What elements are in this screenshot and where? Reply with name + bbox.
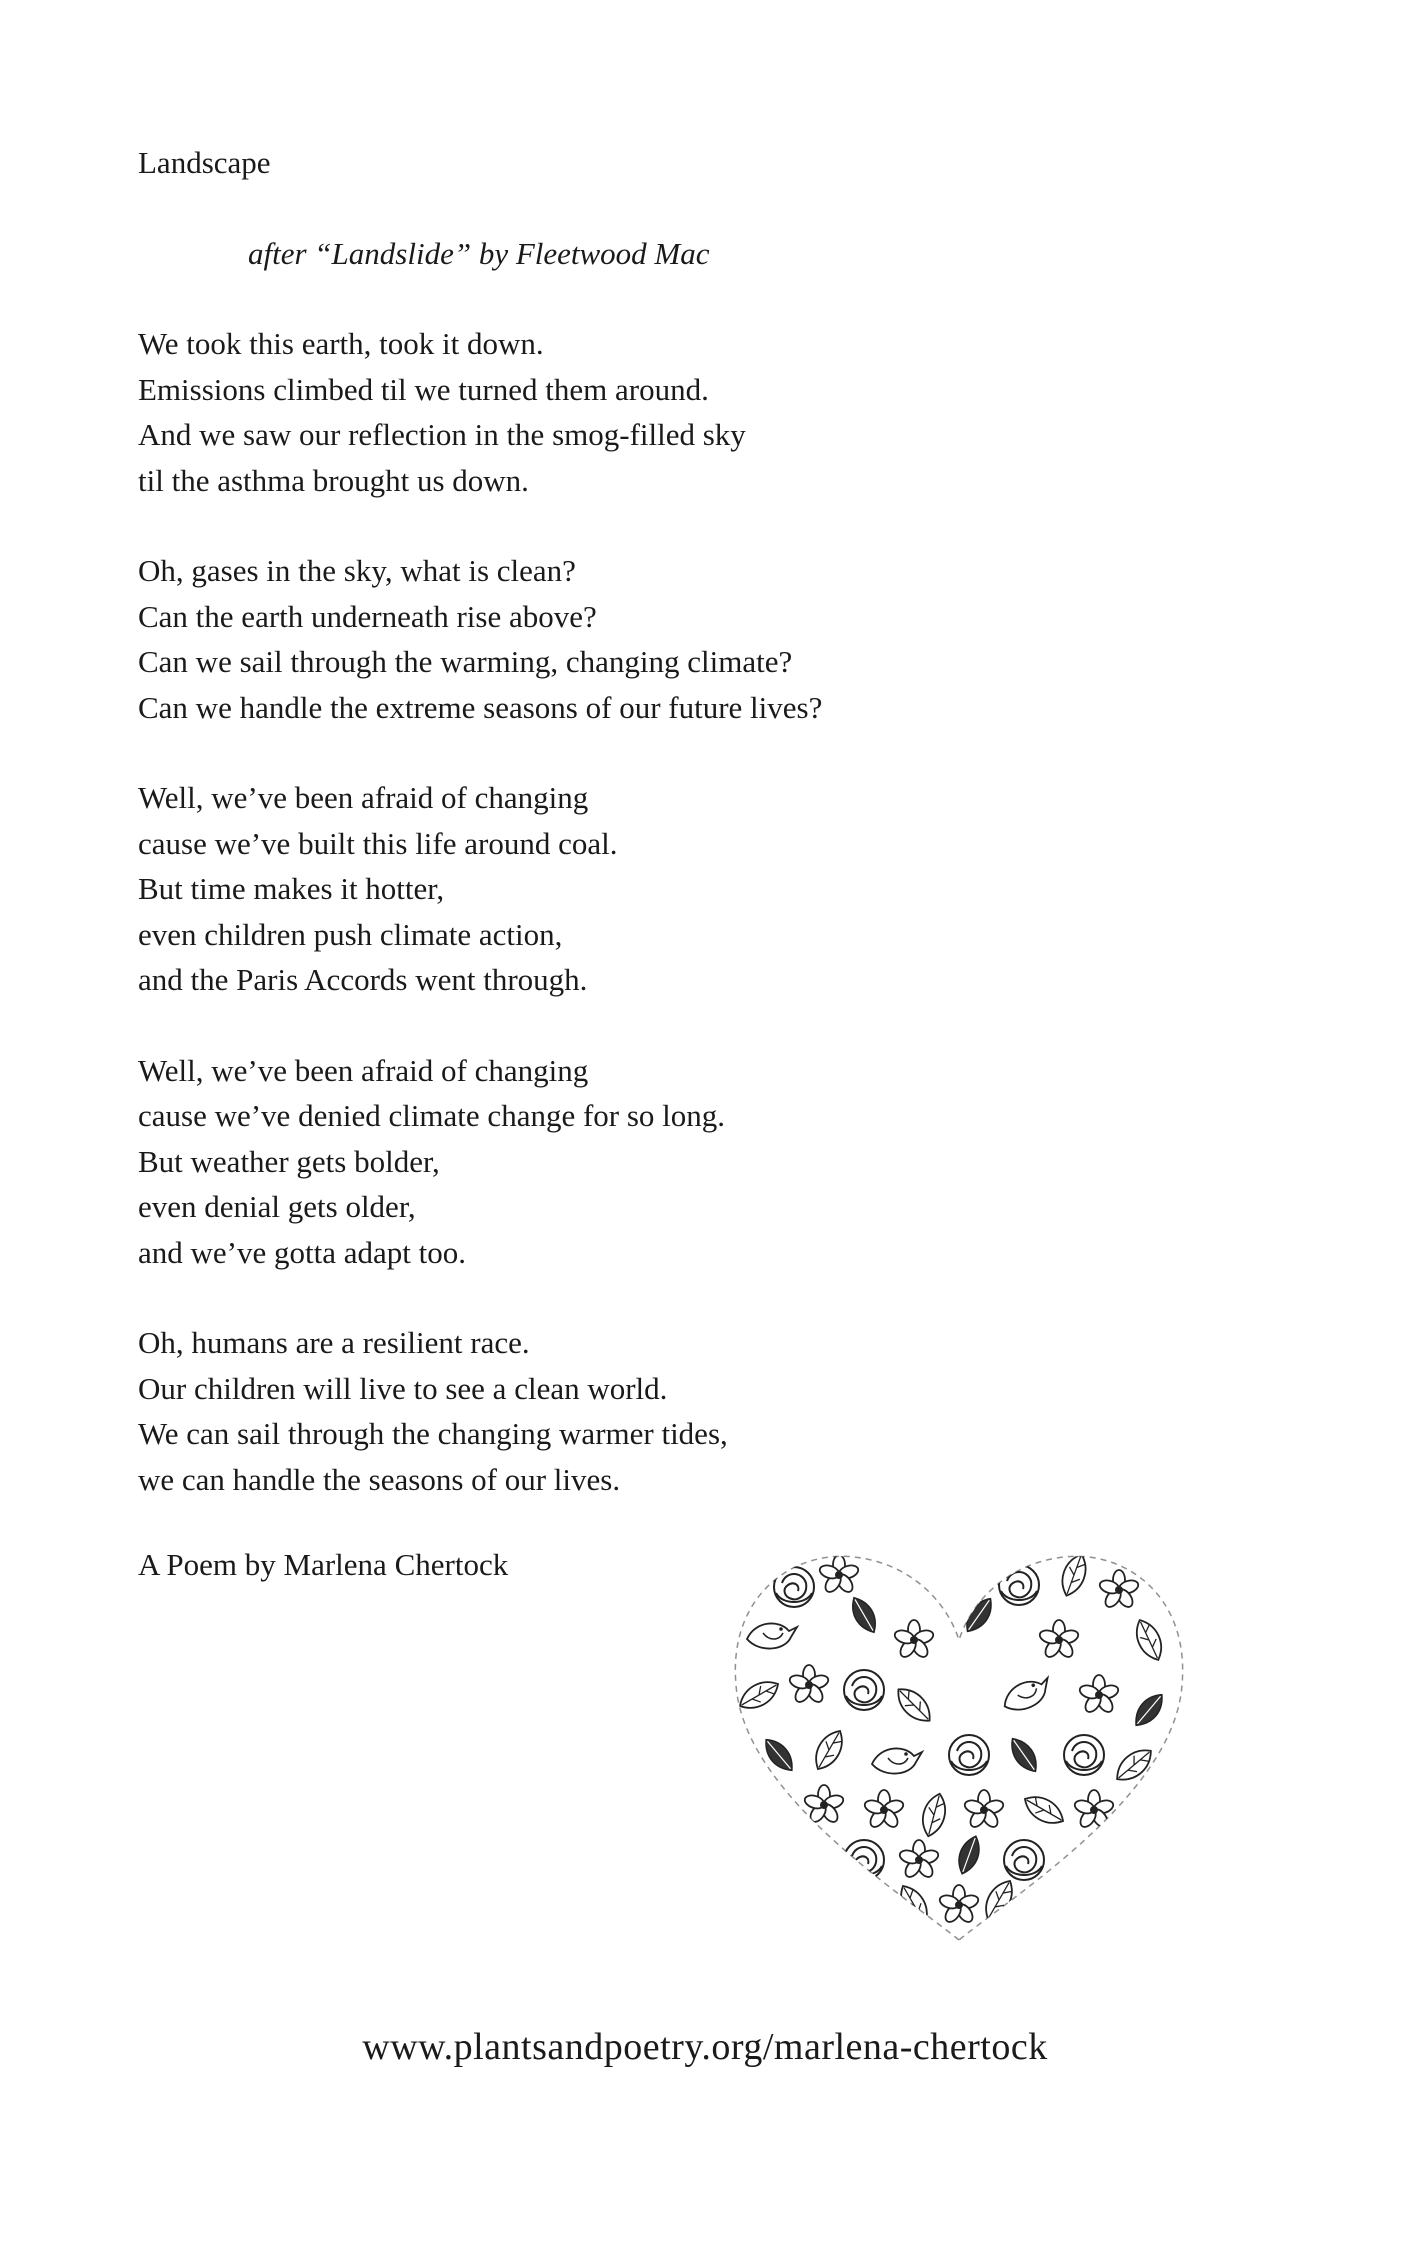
floral-heart-icon (724, 1545, 1194, 1945)
poem-line: even children push climate action, (138, 916, 563, 952)
stanza (138, 1048, 1038, 1276)
stanza (138, 1320, 1038, 1502)
poem-line: cause we’ve built this life around coal. (138, 825, 618, 861)
footer-website-link[interactable]: www.plantsandpoetry.org/marlena-chertock (362, 2026, 1048, 2068)
poem-line: cause we’ve denied climate change for so long. (138, 1098, 726, 1133)
poem-line: Can we handle the extreme seasons of our future lives? (138, 689, 823, 725)
poem-line: We can sail through the changing warmer tides, (138, 1416, 728, 1451)
poem-body (138, 321, 1038, 1547)
stanza (138, 548, 1038, 730)
poem-line: And we saw our reflection in the smog-filled sky (138, 417, 746, 452)
poem-line: But time makes it hotter, (138, 871, 445, 906)
poem-line: But weather gets bolder, (138, 1143, 440, 1179)
poem-line: We took this earth, took it down. (138, 326, 544, 361)
poem-line: Our children will live to see a clean world. (138, 1370, 668, 1406)
poem-line: and the Paris Accords went through. (138, 962, 588, 997)
poem-line: Can the earth underneath rise above? (138, 598, 597, 634)
poem-line: we can handle the seasons of our lives. (138, 1461, 621, 1497)
poem-line: Well, we’ve been afraid of changing (138, 780, 589, 815)
poem-attribution: A Poem by Marlena Chertock (138, 1547, 509, 1582)
stanza (138, 775, 1038, 1003)
poem-line: Can we sail through the warming, changing climate? (138, 644, 793, 679)
poem-line: Oh, humans are a resilient race. (138, 1325, 530, 1360)
poem-line: and we’ve gotta adapt too. (138, 1234, 466, 1270)
stanza (138, 321, 1038, 503)
poem-line: Oh, gases in the sky, what is clean? (138, 553, 576, 588)
poem-line: Emissions climbed til we turned them around. (138, 371, 709, 407)
poem-line: even denial gets older, (138, 1189, 416, 1224)
poem-line: til the asthma brought us down. (138, 462, 529, 498)
poem-epigraph: after “Landslide” by Fleetwood Mac (248, 236, 710, 271)
poem-title: Landscape (138, 145, 271, 180)
poem-line: Well, we’ve been afraid of changing (138, 1052, 589, 1088)
